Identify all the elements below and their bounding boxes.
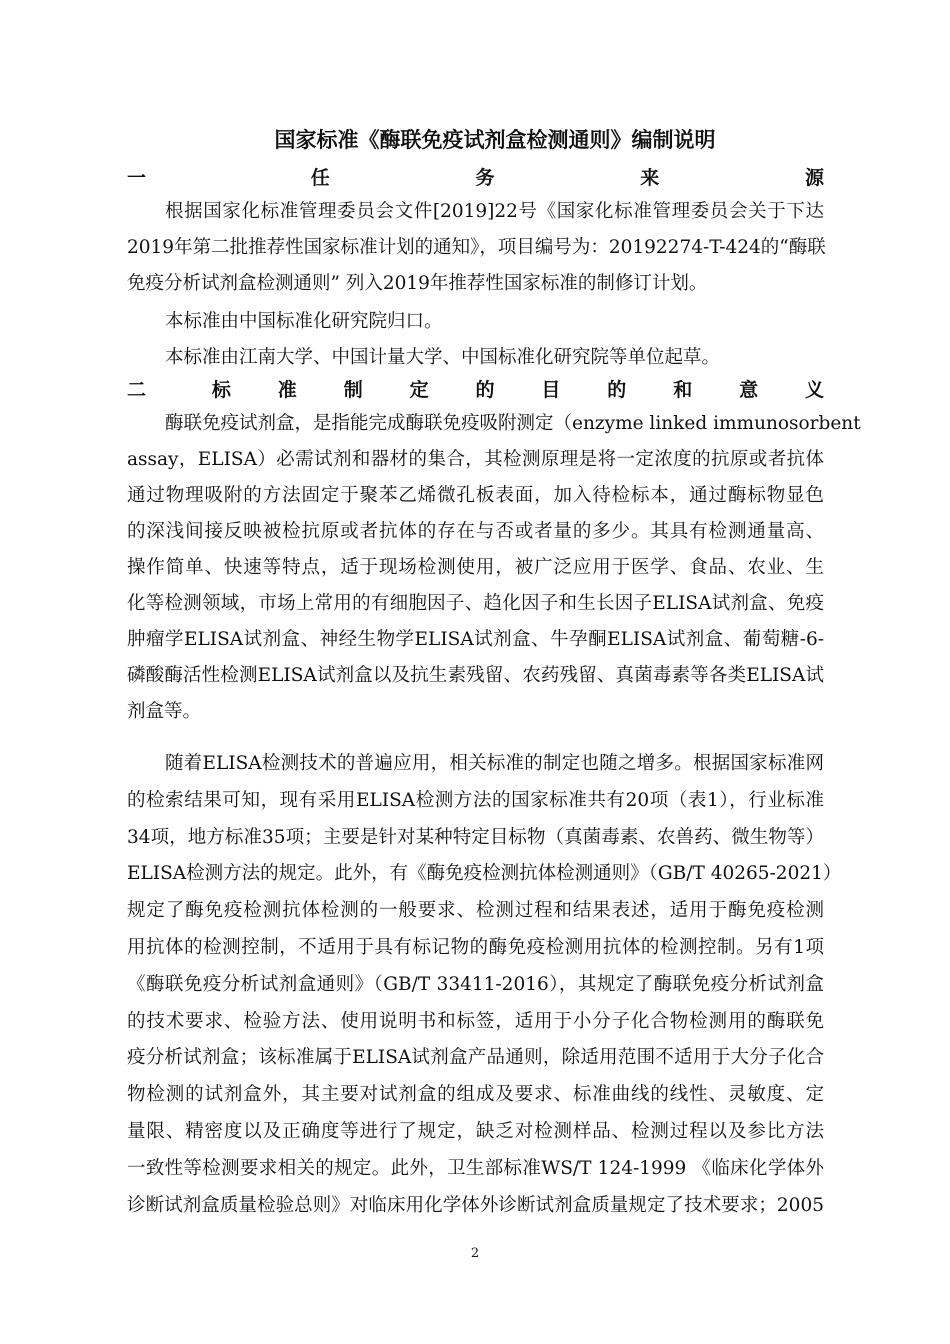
text-line: ELISA检测方法的规定。此外，有《酶免疫检测抗体检测通则》（GB/T 40265-2021）: [127, 863, 842, 885]
section-number: 二: [127, 379, 147, 401]
text-line: 规定了酶免疫检测抗体检测的一般要求、检测过程和结果表述，适用于酶免疫检测: [127, 900, 824, 922]
text-line: 34项，地方标准35项；主要是针对某种特定目标物（真菌毒素、农兽药、微生物等）: [127, 826, 824, 848]
text-line: 的检索结果可知，现有采用ELISA检测方法的国家标准共有20项（表1），行业标准: [127, 789, 824, 811]
text-line: 操作简单、快速等特点，适于现场检测使用，被广泛应用于医学、食品、农业、生: [127, 557, 824, 578]
text-line: 2019年第二批推荐性国家标准计划的通知》，项目编号为：20192274-T-424的“酶联: [127, 237, 826, 258]
section-number: 一: [127, 167, 147, 189]
text-line: assay，ELISA）必需试剂和器材的集合，其检测原理是将一定浓度的抗原或者抗体: [127, 449, 824, 470]
text-line: 的技术要求、检验方法、使用说明书和标签，适用于小分子化合物检测用的酶联免: [127, 1010, 824, 1032]
section-2: [127, 374, 824, 406]
text-line: 酶联免疫试剂盒，是指能完成酶联免疫吸附测定（enzyme linked immunosorbent: [165, 413, 861, 434]
text-line: 量限、精密度以及正确度等进行了规定，缺乏对检测样品、检测过程以及参比方法: [127, 1120, 824, 1142]
section-1-body: [127, 194, 824, 376]
text-line: 本标准由江南大学、中国计量大学、中国标准化研究院等单位起草。: [165, 347, 721, 368]
text-line: 磷酸酶活性检测ELISA试剂盒以及抗生素残留、农药残留、真菌毒素等各类ELISA试: [127, 665, 824, 686]
text-line: 《酶联免疫分析试剂盒通则》（GB/T 33411-2016），其规定了酶联免疫分析试剂盒: [127, 973, 824, 995]
text-line: 用抗体的检测控制，不适用于具有标记物的酶免疫检测用抗体的检测控制。另有1项: [127, 936, 824, 958]
text-line: 肿瘤学ELISA试剂盒、神经生物学ELISA试剂盒、牛孕酮ELISA试剂盒、葡萄糖-6-: [127, 629, 824, 650]
text-line: 疫分析试剂盒；该标准属于ELISA试剂盒产品通则，除适用范围不适用于大分子化合: [127, 1047, 824, 1069]
text-line: 通过物理吸附的方法固定于聚苯乙烯微孔板表面，加入待检标本，通过酶标物显色: [127, 485, 824, 506]
section-2-paragraph-2: [127, 746, 842, 1224]
text-line: 根据国家化标准管理委员会文件[2019]22号《国家化标准管理委员会关于下达: [165, 201, 824, 222]
text-line: 诊断试剂盒质量检验总则》对临床用化学体外诊断试剂盒质量规定了技术要求；2005: [127, 1194, 824, 1216]
section-2-paragraph-1: [127, 406, 861, 730]
document-title: 国家标准《酶联免疫试剂盒检测通则》编制说明: [274, 127, 716, 152]
section-heading: [127, 162, 824, 194]
text-line: 剂盒等。: [127, 701, 202, 722]
section-heading-text: 任务来源: [165, 167, 824, 189]
section-1: [127, 162, 824, 194]
text-line: 化等检测领域，市场上常用的有细胞因子、趋化因子和生长因子ELISA试剂盒、免疫: [127, 593, 824, 614]
text-line: 物检测的试剂盒外，其主要对试剂盒的组成及要求、标准曲线的线性、灵敏度、定: [127, 1084, 824, 1106]
section-heading: [127, 374, 824, 406]
text-line: 本标准由中国标准化研究院归口。: [165, 311, 443, 332]
text-line: 免疫分析试剂盒检测通则” 列入2019年推荐性国家标准的制修订计划。: [127, 273, 708, 294]
text-line: 的深浅间接反映被检抗原或者抗体的存在与否或者量的多少。其具有检测通量高、: [127, 521, 824, 542]
text-line: 随着ELISA检测技术的普遍应用，相关标准的制定也随之增多。根据国家标准网: [165, 753, 824, 774]
page-number: 2: [470, 1246, 480, 1261]
text-line: 一致性等检测要求相关的规定。此外，卫生部标准WS/T 124-1999 《临床化学体外: [127, 1157, 824, 1179]
section-heading-text: 标准制定的目的和意义: [165, 379, 824, 401]
